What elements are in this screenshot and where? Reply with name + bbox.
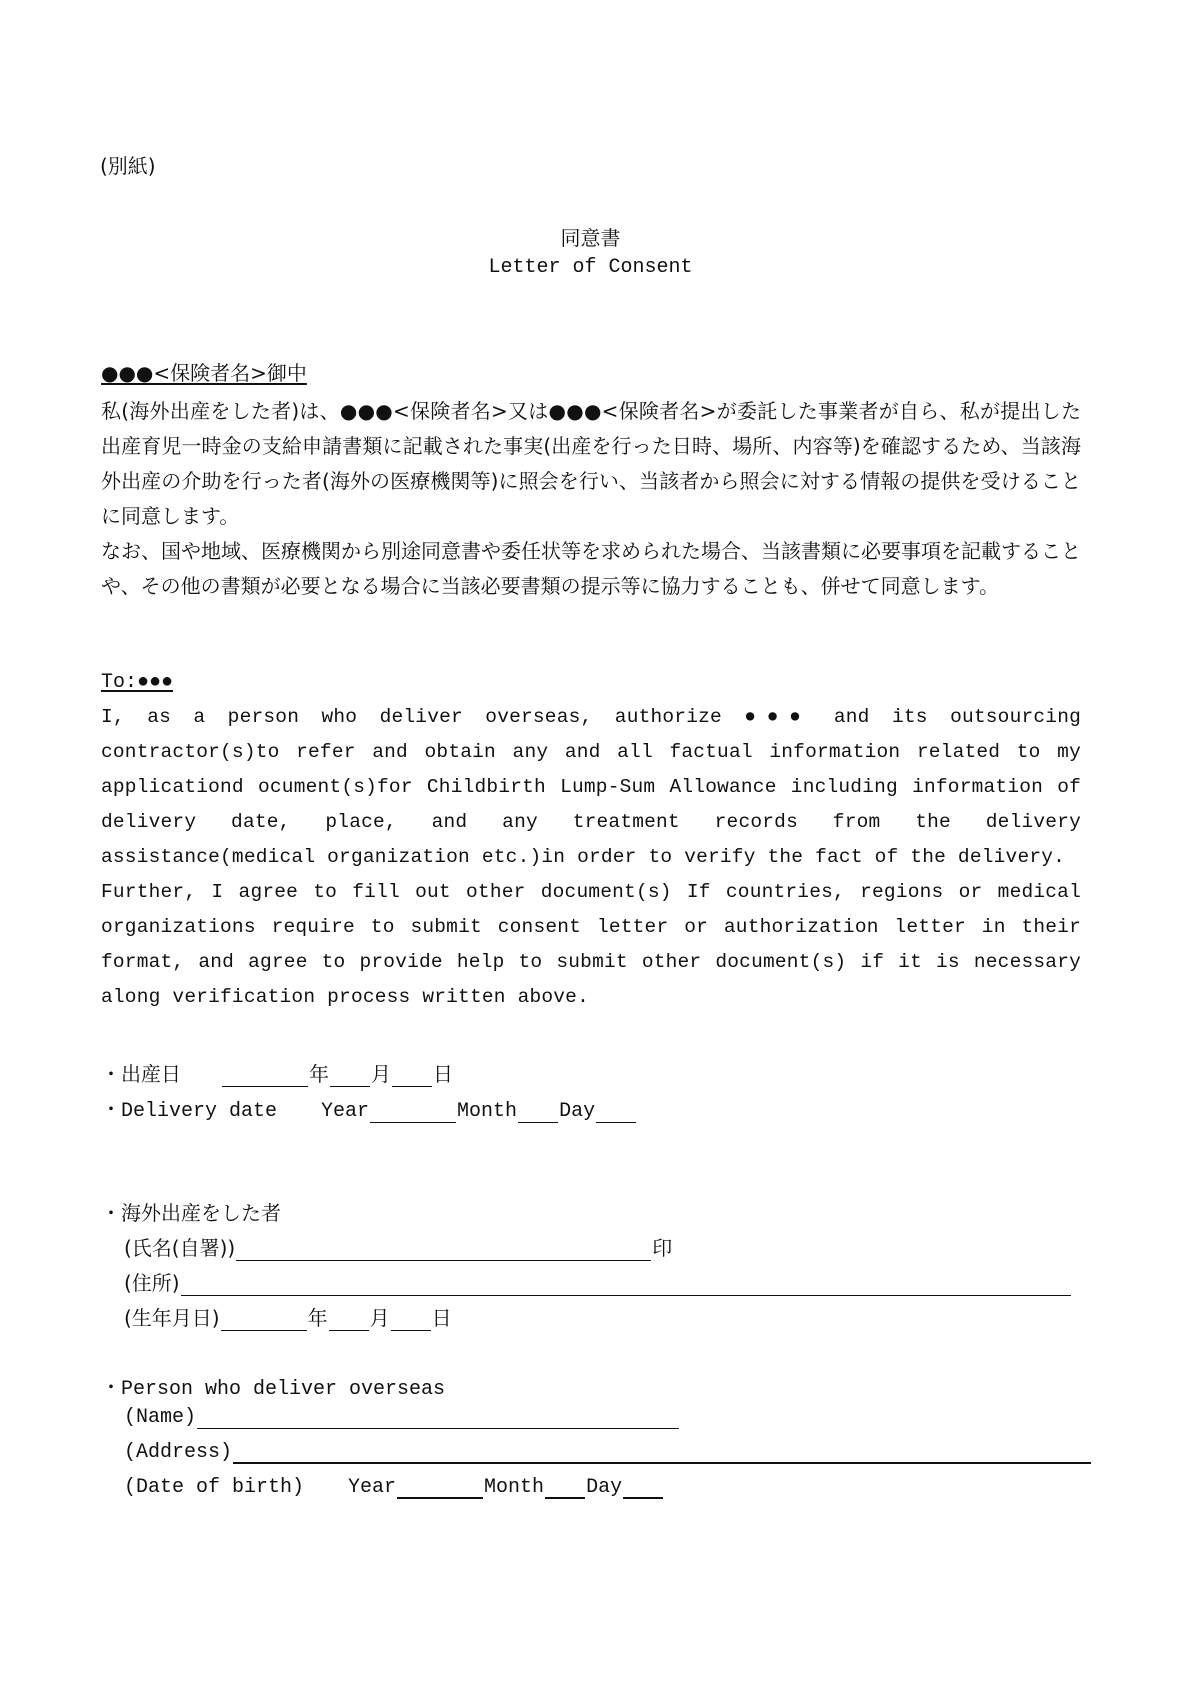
person-ja-dob-day-unit: 日 <box>431 1306 452 1330</box>
delivery-month-field-ja[interactable] <box>330 1064 370 1087</box>
person-en-name-label: (Name) <box>124 1406 197 1429</box>
delivery-year-field-en[interactable] <box>370 1100 456 1123</box>
delivery-date-en-row <box>101 1093 637 1123</box>
delivery-date-ja-row <box>101 1058 453 1087</box>
person-en-address-label: (Address) <box>124 1441 233 1464</box>
person-ja-dob-year-unit: 年 <box>307 1306 328 1330</box>
person-ja-dob-row <box>124 1302 452 1331</box>
person-en-dob-day-field[interactable] <box>623 1475 663 1499</box>
delivery-year-field-ja[interactable] <box>222 1064 308 1087</box>
english-consent-paragraph-2: Further, I agree to fill out other document(s) If countries, regions or medical organizations require to submit consent letter or authorization letter in their format, and agree to provide help to submit other document(s) if it is necessary along verification process written above. <box>101 881 1081 1008</box>
person-en-address-row <box>124 1440 1092 1464</box>
person-ja-dob-month-field[interactable] <box>329 1308 369 1331</box>
title-english: Letter of Consent <box>488 256 693 279</box>
person-en-dob-month-field[interactable] <box>545 1475 585 1499</box>
person-ja-name-label: (氏名(自署)) <box>124 1236 236 1260</box>
person-ja-dob-day-field[interactable] <box>391 1308 431 1331</box>
japanese-consent-paragraph-1: 私(海外出産をした者)は、●●●<保険者名>又は●●●<保険者名>が委託した事業者が自ら、私が提出した出産育児一時金の支給申請書類に記載された事実(出産を行った日時、場所、内容等)を確認するため、当該海外出産の介助を行った者(海外の医療機関等)に照会を行い、当該者から照会に対する情報の提供を受けることに同意します。 <box>101 399 1081 528</box>
delivery-day-field-ja[interactable] <box>392 1064 432 1087</box>
person-en-name-field[interactable] <box>197 1406 679 1429</box>
person-en-dob-day-label: Day <box>586 1476 623 1499</box>
person-ja-heading: ・海外出産をした者 <box>101 1201 281 1225</box>
person-ja-address-row <box>124 1267 1072 1296</box>
delivery-year-unit-ja: 年 <box>309 1062 329 1086</box>
person-en-dob-year-label: Year <box>348 1476 397 1499</box>
english-consent-paragraph-1: I, as a person who deliver overseas, authorize ●●● and its outsourcing contractor(s)to refer and obtain any and all factual information related to my applicationd ocument(s)for Childbirth Lump-Sum Allowance including information of delivery date, place, and any treatment records from the delivery assistance(medical organization etc.)in order to verify the fact of the delivery. <box>101 706 1081 868</box>
delivery-date-en-label: ・Delivery date <box>101 1100 278 1123</box>
person-en-dob-row <box>124 1475 664 1499</box>
japanese-consent-paragraph-2: なお、国や地域、医療機関から別途同意書や委任状等を求められた場合、当該書類に必要事項を記載することや、その他の書類が必要となる場合に当該必要書類の提示等に協力することも、併せて同意します。 <box>101 539 1081 598</box>
person-en-heading: ・Person who deliver overseas <box>101 1378 446 1401</box>
delivery-month-unit-ja: 月 <box>371 1062 391 1086</box>
person-en-dob-label: (Date of birth) <box>124 1476 305 1499</box>
person-en-dob-month-label: Month <box>484 1476 545 1499</box>
person-ja-dob-year-field[interactable] <box>221 1308 307 1331</box>
seal-mark: 印 <box>652 1236 673 1260</box>
delivery-year-label-en: Year <box>321 1100 370 1123</box>
person-ja-name-row <box>124 1232 672 1261</box>
person-ja-name-field[interactable] <box>236 1238 651 1261</box>
japanese-addressee: ●●●<保険者名>御中 <box>101 361 307 385</box>
english-consent-section <box>101 671 1081 1015</box>
delivery-day-field-en[interactable] <box>596 1100 636 1123</box>
person-en-address-field[interactable] <box>233 1440 1091 1464</box>
person-ja-dob-month-unit: 月 <box>369 1306 390 1330</box>
japanese-consent-section <box>101 357 1081 604</box>
delivery-day-label-en: Day <box>559 1100 596 1123</box>
delivery-month-field-en[interactable] <box>518 1100 558 1123</box>
person-ja-address-field[interactable] <box>181 1273 1071 1296</box>
title-japanese: 同意書 <box>560 226 621 250</box>
delivery-month-label-en: Month <box>457 1100 518 1123</box>
person-ja-address-label: (住所) <box>124 1271 180 1295</box>
delivery-day-unit-ja: 日 <box>433 1062 453 1086</box>
person-ja-dob-label: (生年月日) <box>124 1306 220 1330</box>
person-en-name-row <box>124 1406 680 1429</box>
english-addressee: To:●●● <box>101 671 174 694</box>
annex-label: (別紙) <box>100 154 156 178</box>
delivery-date-ja-label: ・出産日 <box>101 1062 181 1086</box>
person-en-dob-year-field[interactable] <box>397 1475 483 1499</box>
